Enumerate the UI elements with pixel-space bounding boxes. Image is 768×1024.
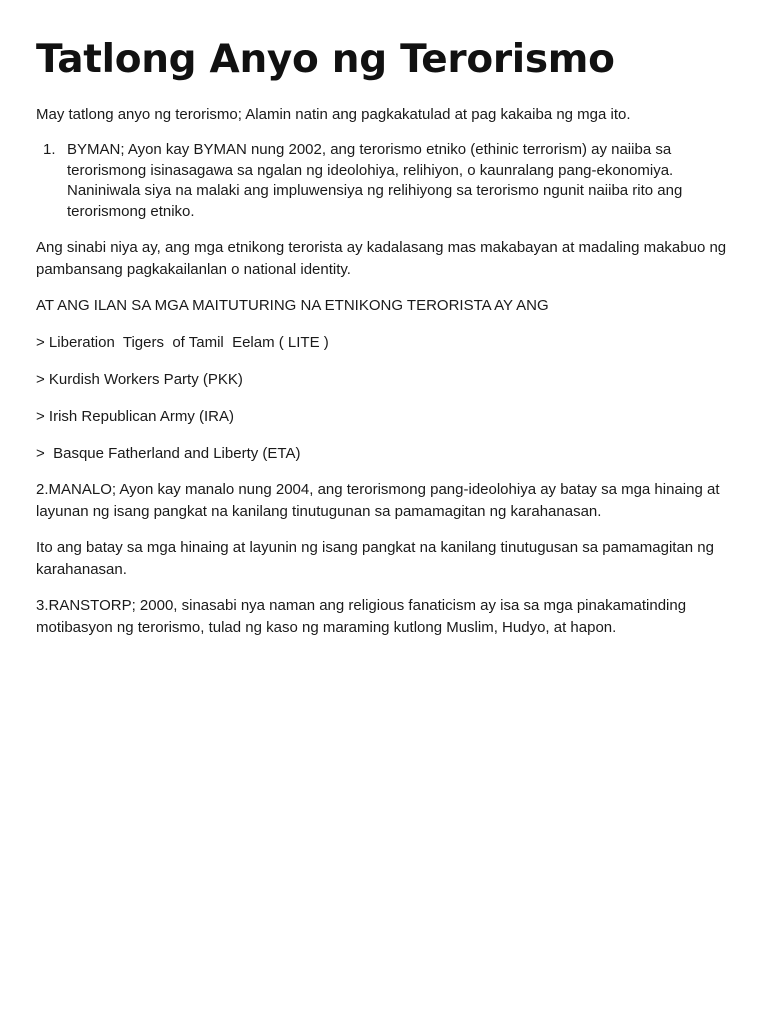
document-title: Tatlong Anyo ng Terorismo — [36, 37, 615, 82]
list-item — [36, 140, 732, 222]
group-item-eta: > Basque Fatherland and Liberty (ETA) — [36, 445, 301, 463]
list-item-text: BYMAN; Ayon kay BYMAN nung 2002, ang terorismo etniko (ethinic terrorism) ay naiiba sa terorismong isinasagawa sa ngalan ng ideolohiya, relihiyon, o kaunralang pang-ekonomiya. Naniniwala siya na malaki ang impluwensiya ng relihiyong sa terorismo ngunit naiiba rito ang terorismong etniko. — [67, 141, 683, 220]
list-item-number: 1. — [43, 141, 56, 158]
paragraph-manalo: 2.MANALO; Ayon kay manalo nung 2004, ang terorismong pang-ideolohiya ay batay sa mga hinaing at layunan ng isang pangkat na kanilang tinutugunan sa pamamagitan ng karahanasan. — [36, 481, 720, 521]
caps-heading: AT ANG ILAN SA MGA MAITUTURING NA ETNIKONG TERORISTA AY ANG — [36, 297, 549, 315]
paragraph-batay: Ito ang batay sa mga hinaing at layunin ng isang pangkat na kanilang tinutugusan sa pamamagitan ng karahanasan. — [36, 539, 714, 579]
paragraph-ranstorp: 3.RANSTORP; 2000, sinasabi nya naman ang religious fanaticism ay isa sa mga pinakamatinding motibasyon ng terorismo, tulad ng kaso ng maraming kutlong Muslim, Hudyo, at hapon. — [36, 597, 687, 637]
numbered-list — [36, 140, 732, 222]
group-item-pkk: > Kurdish Workers Party (PKK) — [36, 371, 243, 389]
group-item-lite: > Liberation Tigers of Tamil Eelam ( LITE ) — [36, 334, 329, 352]
intro-paragraph: May tatlong anyo ng terorismo; Alamin natin ang pagkakatulad at pag kakaiba ng mga ito. — [36, 106, 631, 123]
paragraph-sinabi: Ang sinabi niya ay, ang mga etnikong terorista ay kadalasang mas makabayan at madaling makabuo ng pambansang pagkakailanlan o national identity. — [36, 239, 727, 279]
group-item-ira: > Irish Republican Army (IRA) — [36, 408, 234, 426]
